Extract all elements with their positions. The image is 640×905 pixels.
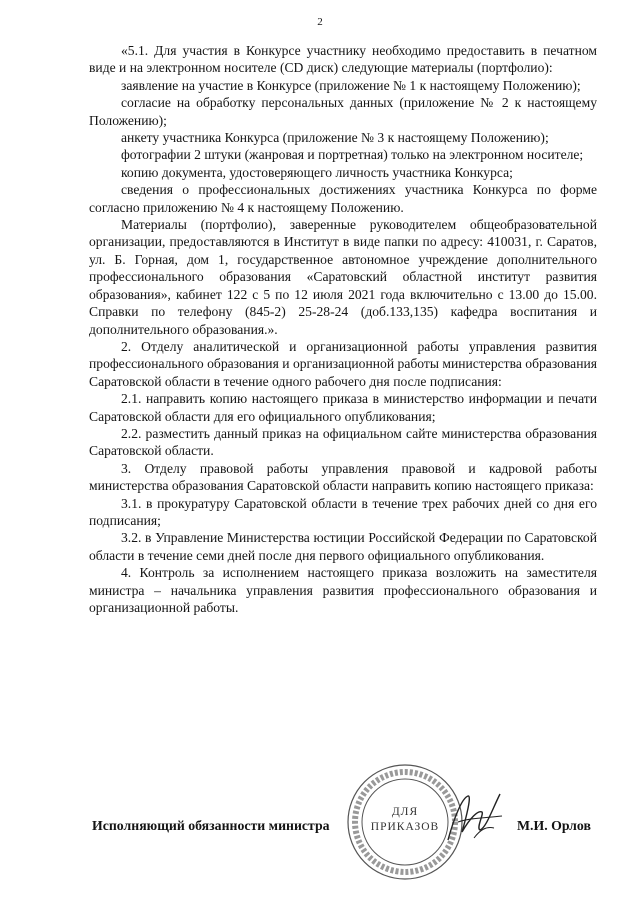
- stamp-label-line1: ДЛЯ: [391, 806, 419, 818]
- paragraph-3: 3. Отделу правовой работы управления правовой и кадровой работы министерства образования Саратовской области направить копию настоящего приказа:: [89, 460, 597, 494]
- paragraph-3-2: 3.2. в Управление Министерства юстиции Российской Федерации по Саратовской области в течение семи дней после дня первого официального опубликования.: [89, 530, 597, 563]
- paragraph-4: 4. Контроль за исполнением настоящего приказа возложить на заместителя министра – начальника управления развития профессионального образования и организационной работы.: [89, 565, 597, 615]
- paragraph-2-2: 2.2. разместить данный приказ на официальном сайте министерства образования Саратовской области.: [89, 425, 597, 459]
- paragraph-3-1: 3.1. в прокуратуру Саратовской области в течение трех рабочих дней со дня его подписания;: [89, 495, 597, 528]
- paragraph-5-1: «5.1. Для участия в Конкурсе участнику необходимо предоставить в печатном виде и на электронном носителе (CD диск) следующие материалы (портфолио):: [89, 43, 597, 76]
- list-item-id-copy: копию документа, удостоверяющего личность участника Конкурса;: [121, 164, 513, 180]
- paragraph-2-1: 2.1. направить копию настоящего приказа в министерство информации и печати Саратовской области для его официального опубликования;: [89, 391, 597, 424]
- list-item-application: заявление на участие в Конкурсе (приложение № 1 к настоящему Положению);: [121, 77, 581, 93]
- page-number: 2: [317, 16, 323, 28]
- signatory-name: М.И. Орлов: [517, 818, 591, 833]
- list-item-questionnaire: анкету участника Конкурса (приложение № 3 к настоящему Положению);: [121, 130, 549, 146]
- handwritten-signature: [440, 788, 510, 848]
- list-item-achievements: сведения о профессиональных достижениях участника Конкурса по форме согласно приложению № 4 к настоящему Положению.: [89, 182, 597, 215]
- paragraph-2: 2. Отделу аналитической и организационной работы управления развития профессионального образования и организационной работы министерства образования Саратовской области в течение одного рабочего дня после подписания:: [89, 338, 597, 389]
- list-item-consent: согласие на обработку персональных данных (приложение № 2 к настоящему Положению);: [89, 95, 597, 128]
- signatory-title: Исполняющий обязанности министра: [92, 818, 330, 833]
- stamp-label-line2: ПРИКАЗОВ: [370, 821, 440, 833]
- document-body: [89, 42, 597, 616]
- list-item-photos: фотографии 2 штуки (жанровая и портретная) только на электронном носителе;: [121, 147, 584, 163]
- paragraph-materials: Материалы (портфолио), заверенные руководителем общеобразовательной организации, предоставляются в Институт в виде папки по адресу: 410031, г. Саратов, ул. Б. Горная, дом 1, государственное автономное учреждение дополнительного профессионального образования «Саратовский областной институт развития образования», кабинет 122 с 5 по 12 июля 2021 года включительно с 13.00 до 15.00. Справки по телефону (845-2) 25-28-24 (доб.133,135) кафедра воспитания и дополнительного образования.».: [89, 217, 597, 337]
